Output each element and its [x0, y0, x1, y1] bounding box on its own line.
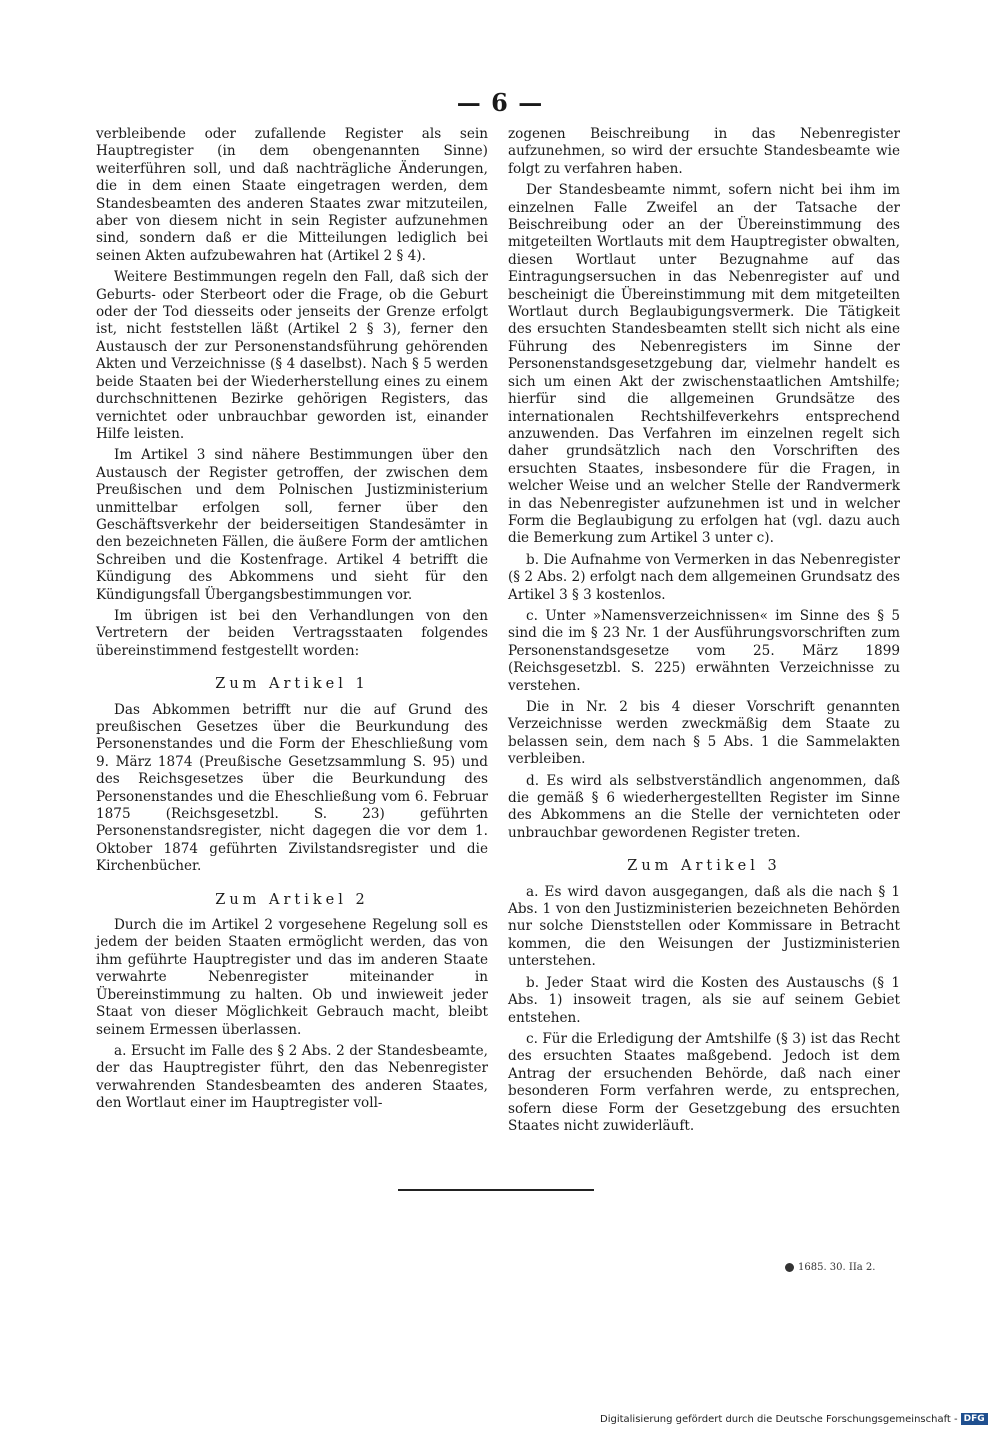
- page-number: — 6 —: [456, 88, 544, 117]
- paragraph: Im Artikel 3 sind nähere Bestimmungen über den Austausch der Register getroffen, der zwischen dem Preußischen und dem Polnischen Justizministerium unmittelbar erfolgen soll, ferner über den Geschäftsverkehr der beiderseitigen Standesämter in den bezeichneten Fällen, die äußere Form der amtlichen Schreiben und die Kostenfrage. Artikel 4 betrifft die Kündigung des Abkommens und sieht für den Kündigungsfall Übergangsbestimmungen vor.: [96, 447, 488, 603]
- end-rule: [398, 1189, 594, 1191]
- paragraph: a. Ersucht im Falle des § 2 Abs. 2 der Standesbeamte, der das Hauptregister führt, den das Nebenregister verwahrenden Standesbeamten des anderen Staates, den Wortlaut einer im Hauptregister voll-: [96, 1042, 488, 1112]
- dfg-logo: DFG: [961, 1413, 988, 1425]
- footer-credit: [600, 1413, 988, 1425]
- paragraph: zogenen Beischreibung in das Nebenregister aufzunehmen, so wird der ersuchte Standesbeamte wie folgt zu verfahren haben.: [508, 126, 900, 177]
- paragraph: b. Jeder Staat wird die Kosten des Austauschs (§ 1 Abs. 1) insoweit tragen, als sie auf seinem Gebiet entstehen.: [508, 974, 900, 1026]
- paragraph: c. Für die Erledigung der Amtshilfe (§ 3) ist das Recht des ersuchten Staates maßgebend. Jedoch ist dem Antrag der ersuchenden Behörde, daß nach einer besonderen Form verfahren werde, zu entsprechen, sofern diese Form der Gesetzgebung des ersuchten Staates nicht zuwiderläuft.: [508, 1030, 900, 1134]
- printer-mark-text: 1685. 30. IIa 2.: [798, 1262, 876, 1273]
- paragraph: Im übrigen ist bei den Verhandlungen von den Vertretern der beiden Vertragsstaaten folgendes übereinstimmend festgestellt worden:: [96, 607, 488, 659]
- paragraph: d. Es wird als selbstverständlich angenommen, daß die gemäß § 6 wiederhergestellten Register im Sinne des Abkommens an die Stelle der vernichteten oder unbrauchbar gewordenen Register treten.: [508, 772, 900, 841]
- printer-mark: [785, 1262, 875, 1273]
- printer-seal-icon: [785, 1263, 794, 1272]
- paragraph: c. Unter »Namensverzeichnissen« im Sinne des § 5 sind die im § 23 Nr. 1 der Ausführungsvorschriften zum Personenstandsgesetze vom 25. März 1899 (Reichsgesetzbl. S. 225) erwähnten Verzeichnisse zu verstehen.: [508, 607, 900, 694]
- section-heading: Zum Artikel 2: [215, 891, 369, 908]
- paragraph: b. Die Aufnahme von Vermerken in das Nebenregister (§ 2 Abs. 2) erfolgt nach dem allgemeinen Grundsatz des Artikel 3 § 3 kostenlos.: [508, 551, 900, 603]
- left-column: [96, 126, 488, 1117]
- section-heading: Zum Artikel 3: [627, 858, 781, 875]
- paragraph: Die in Nr. 2 bis 4 dieser Vorschrift genannten Verzeichnisse werden zweckmäßig dem Staate zu belassen sein, dem nach § 5 Abs. 1 die Sammelakten verbleiben.: [508, 699, 900, 768]
- section-heading: Zum Artikel 1: [215, 676, 369, 693]
- footer-credit-text: Digitalisierung gefördert durch die Deutsche Forschungsgemeinschaft -: [600, 1414, 958, 1425]
- paragraph: Weitere Bestimmungen regeln den Fall, daß sich der Geburts- oder Sterbeort oder die Frage, ob die Geburt oder der Tod diesseits oder jenseits der Grenze erfolgt ist, nicht feststellen läßt (Artikel 2 § 3), ferner den Austausch der zur Personenstandsführung gehörenden Akten und Verzeichnisse (§ 4 daselbst). Nach § 5 werden beide Staaten bei der Wiederherstellung eines zu einem durchschnittenen Bezirke gehörigen Registers, das vernichtet oder unbrauchbar geworden ist, einander Hilfe leisten.: [96, 269, 488, 442]
- right-column: [508, 126, 900, 1139]
- paragraph: a. Es wird davon ausgegangen, daß als die nach § 1 Abs. 1 von den Justizministerien bezeichneten Behörden nur solche Dienststellen oder Kommissare in Betracht kommen, die den Weisungen der Justizministerien unterstehen.: [508, 883, 900, 970]
- paragraph: Der Standesbeamte nimmt, sofern nicht bei ihm im einzelnen Falle Zweifel an der Tatsache der Beischreibung oder an der Übereinstimmung des mitgeteilten Wortlauts mit dem Hauptregister obwalten, diesen Wortlaut unter Bezugnahme auf das Eintragungsersuchen in das Nebenregister auf und bescheinigt die Übereinstimmung mit dem mitgeteilten Wortlaut durch Beglaubigungsvermerk. Die Tätigkeit des ersuchten Standesbeamten stellt sich nicht als eine Führung des Nebenregisters im Sinne der Personenstandsgesetzgebung dar, vielmehr handelt es sich um einen Akt der zwischenstaatlichen Amtshilfe; hierfür sind die allgemeinen Grundsätze des internationalen Rechtshilfeverkehrs entsprechend anzuwenden. Das Verfahren im einzelnen regelt sich daher grundsätzlich nach den Vorschriften des ersuchten Staates, insbesondere für die Fragen, in welcher Weise und an welcher Stelle der Randvermerk in das Nebenregister aufzunehmen ist und in welcher Form die Beglaubigung zu erfolgen hat (vgl. dazu auch die Bemerkung zum Artikel 3 unter c).: [508, 182, 900, 547]
- paragraph: Durch die im Artikel 2 vorgesehene Regelung soll es jedem der beiden Staaten ermöglicht werden, das von ihm geführte Hauptregister und das im anderen Staate verwahrte Nebenregister miteinander in Übereinstimmung zu halten. Ob und inwieweit jeder Staat von dieser Möglichkeit Gebrauch macht, bleibt seinem Ermessen überlassen.: [96, 917, 488, 1038]
- paragraph: Das Abkommen betrifft nur die auf Grund des preußischen Gesetzes über die Beurkundung des Personenstandes und die Form der Eheschließung vom 9. März 1874 (Preußische Gesetzsammlung S. 95) und des Reichsgesetzes über die Beurkundung des Personenstandes und die Eheschließung vom 6. Februar 1875 (Reichsgesetzbl. S. 23) geführten Personenstandsregister, nicht dagegen die vor dem 1. Oktober 1874 geführten Zivilstandsregister und die Kirchenbücher.: [96, 701, 488, 875]
- paragraph: verbleibende oder zufallende Register als sein Hauptregister (in dem obengenannten Sinne) weiterführen soll, und daß nachträgliche Änderungen, die in dem einen Staate eingetragen werden, dem Standesbeamten des anderen Staates zwar mitzuteilen, aber von diesem nicht in sein Register aufzunehmen sind, sondern daß er die Mitteilungen lediglich bei seinen Akten aufzubewahren hat (Artikel 2 § 4).: [96, 126, 488, 264]
